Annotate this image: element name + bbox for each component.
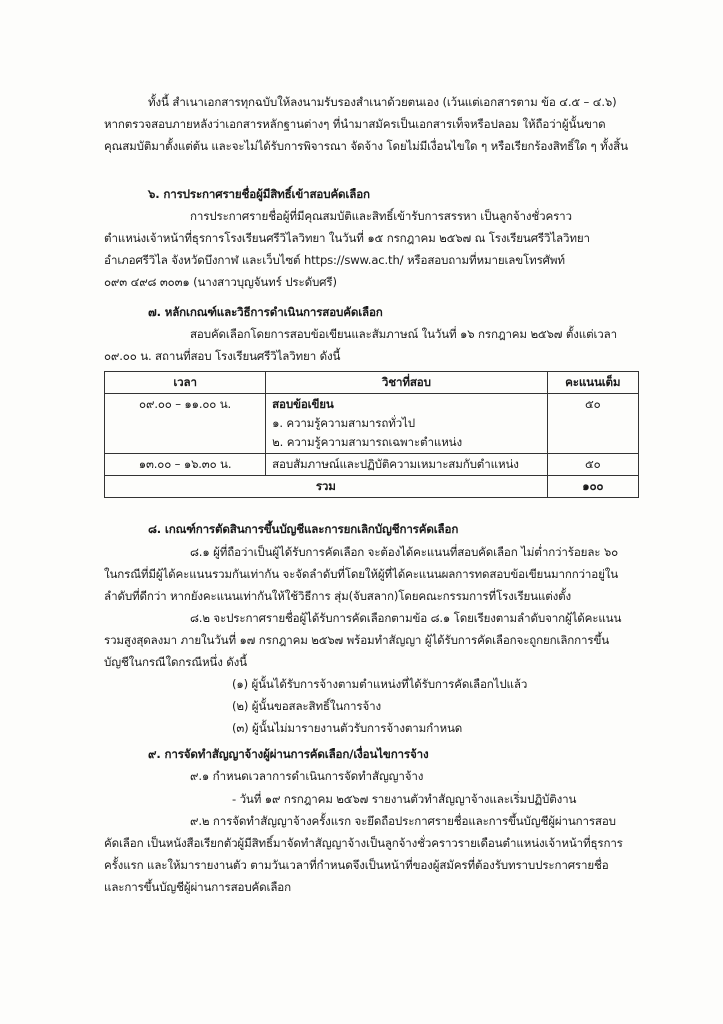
table-header-row xyxy=(105,372,639,394)
section-6-heading: ๖. การประกาศรายชื่อผู้มีสิทธิ์เข้าสอบคัดเลือก xyxy=(148,187,370,201)
section-8-heading: ๘. เกณฑ์การตัดสินการขึ้นบัญชีและการยกเลิกบัญชีการคัดเลือก xyxy=(148,522,459,536)
subject-title: สอบข้อเขียน xyxy=(272,397,334,411)
table-header-time: เวลา xyxy=(105,372,266,394)
paragraph-line: ในกรณีที่มีผู้ได้คะแนนรวมกันเท่ากัน จะจัดลำดับที่โดยให้ผู้ที่ได้คะแนนผลการทดสอบข้อเขียนมากกว่าอยู่ใน xyxy=(104,567,619,581)
table-total-score: ๑๐๐ xyxy=(547,476,638,498)
list-item: - วันที่ ๑๙ กรกฎาคม ๒๕๖๗ รายงานตัวทำสัญญาจ้างและเริ่มปฏิบัติงาน xyxy=(232,792,577,806)
paragraph-line: ๐๙.๐๐ น. สถานที่สอบ โรงเรียนศรีวิไลวิทยา ดังนี้ xyxy=(104,349,341,363)
paragraph-line: ๙.๑ กำหนดเวลาการดำเนินการจัดทำสัญญาจ้าง xyxy=(190,769,424,783)
table-total-row xyxy=(105,476,639,498)
paragraph-line: ตำแหน่งเจ้าหน้าที่ธุรการโรงเรียนศรีวิไลวิทยา ในวันที่ ๑๕ กรกฎาคม ๒๕๖๗ ณ โรงเรียนศรีวิไลวิทยา xyxy=(104,231,590,245)
paragraph-line: รวมสูงสุดลงมา ภายในวันที่ ๑๗ กรกฎาคม ๒๕๖๗ พร้อมทำสัญญา ผู้ได้รับการคัดเลือกจะถูกยกเลิกการขึ้น xyxy=(104,633,610,647)
paragraph-line: และการขึ้นบัญชีผู้ผ่านการสอบคัดเลือก xyxy=(104,880,291,894)
table-total-label: รวม xyxy=(105,476,548,498)
paragraph-line: หากตรวจสอบภายหลังว่าเอกสารหลักฐานต่างๆ ที่นำมาสมัครเป็นเอกสารเท็จหรือปลอม ให้ถือว่าผู้นั้นขาด xyxy=(104,117,606,131)
paragraph-line: ๐๙๓ ๔๙๘ ๓๐๓๑ (นางสาวบุญจันทร์ ประดับศรี) xyxy=(104,275,337,289)
list-item: (๓) ผู้นั้นไม่มารายงานตัวรับการจ้างตามกำหนด xyxy=(232,721,463,735)
section-7-heading: ๗. หลักเกณฑ์และวิธีการดำเนินการสอบคัดเลือก xyxy=(148,305,383,319)
paragraph-line: ๘.๑ ผู้ที่ถือว่าเป็นผู้ได้รับการคัดเลือก จะต้องได้คะแนนที่สอบคัดเลือก ไม่ต่ำกว่าร้อยละ ๖๐ xyxy=(190,545,619,559)
paragraph-line: ลำดับที่ดีกว่า หากยังคะแนนเท่ากันให้ใช้วิธีการ สุ่ม(จับสลาก)โดยคณะกรรมการที่โรงเรียนแต่งตั้ง xyxy=(104,589,572,603)
paragraph-line: สอบคัดเลือกโดยการสอบข้อเขียนและสัมภาษณ์ ในวันที่ ๑๖ กรกฎาคม ๒๕๖๗ ตั้งแต่เวลา xyxy=(190,327,617,341)
paragraph-line: การประกาศรายชื่อผู้ที่มีคุณสมบัติและสิทธิ์เข้ารับการสรรหา เป็นลูกจ้างชั่วคราว xyxy=(190,209,572,223)
table-cell-subject: สอบสัมภาษณ์และปฏิบัติความเหมาะสมกับตำแหน่ง xyxy=(266,454,547,476)
list-item: (๒) ผู้นั้นขอสละสิทธิ์ในการจ้าง xyxy=(232,699,381,713)
paragraph-line: อำเภอศรีวิไล จังหวัดบึงกาฬ และเว็บไซต์ https://sww.ac.th/ หรือสอบถามที่หมายเลขโทรศัพท์ xyxy=(104,253,565,267)
paragraph-line: บัญชีในกรณีใดกรณีหนึ่ง ดังนี้ xyxy=(104,655,247,669)
paragraph-line: คุณสมบัติมาตั้งแต่ต้น และจะไม่ได้รับการพิจารณา จัดจ้าง โดยไม่มีเงื่อนไขใด ๆ หรือเรียกร้องสิทธิ์ใด ๆ ทั้งสิ้น xyxy=(104,139,628,153)
subject-item: ๒. ความรู้ความสามารถเฉพาะตำแหน่ง xyxy=(272,435,462,449)
paragraph-line: ๙.๒ การจัดทำสัญญาจ้างครั้งแรก จะยึดถือประกาศรายชื่อและการขึ้นบัญชีผู้ผ่านการสอบ xyxy=(190,814,616,828)
section-9-heading: ๙. การจัดทำสัญญาจ้างผู้ผ่านการคัดเลือก/เงื่อนไขการจ้าง xyxy=(148,747,429,761)
paragraph-line: ๘.๒ จะประกาศรายชื่อผู้ได้รับการคัดเลือกตามข้อ ๘.๑ โดยเรียงตามลำดับจากผู้ได้คะแนน xyxy=(190,611,622,625)
table-cell-time: ๑๓.๐๐ – ๑๖.๓๐ น. xyxy=(105,454,266,476)
exam-schedule-table xyxy=(104,371,639,498)
table-cell-subject xyxy=(266,394,547,454)
paragraph-line: คัดเลือก เป็นหนังสือเรียกตัวผู้มีสิทธิ์มาจัดทำสัญญาจ้างเป็นลูกจ้างชั่วคราวรายเดือนตำแหน่งเจ้าหน้าที่ธุรการ xyxy=(104,836,623,850)
table-row xyxy=(105,454,639,476)
list-item: (๑) ผู้นั้นได้รับการจ้างตามตำแหน่งที่ได้รับการคัดเลือกไปแล้ว xyxy=(232,677,528,691)
table-row xyxy=(105,394,639,454)
subject-item: ๑. ความรู้ความสามารถทั่วไป xyxy=(272,416,415,430)
paragraph-line: ครั้งแรก และให้มารายงานตัว ตามวันเวลาที่กำหนดจึงเป็นหน้าที่ของผู้สมัครที่ต้องรับทราบประกาศรายชื่อ xyxy=(104,858,609,872)
table-header-score: คะแนนเต็ม xyxy=(547,372,638,394)
table-cell-time: ๐๙.๐๐ – ๑๑.๐๐ น. xyxy=(105,394,266,454)
paragraph-line: ทั้งนี้ สำเนาเอกสารทุกฉบับให้ลงนามรับรองสำเนาด้วยตนเอง (เว้นแต่เอกสารตาม ข้อ ๔.๕ – ๔.๖) xyxy=(148,95,617,109)
table-cell-score: ๕๐ xyxy=(547,394,638,454)
table-header-subject: วิชาที่สอบ xyxy=(266,372,547,394)
table-cell-score: ๕๐ xyxy=(547,454,638,476)
